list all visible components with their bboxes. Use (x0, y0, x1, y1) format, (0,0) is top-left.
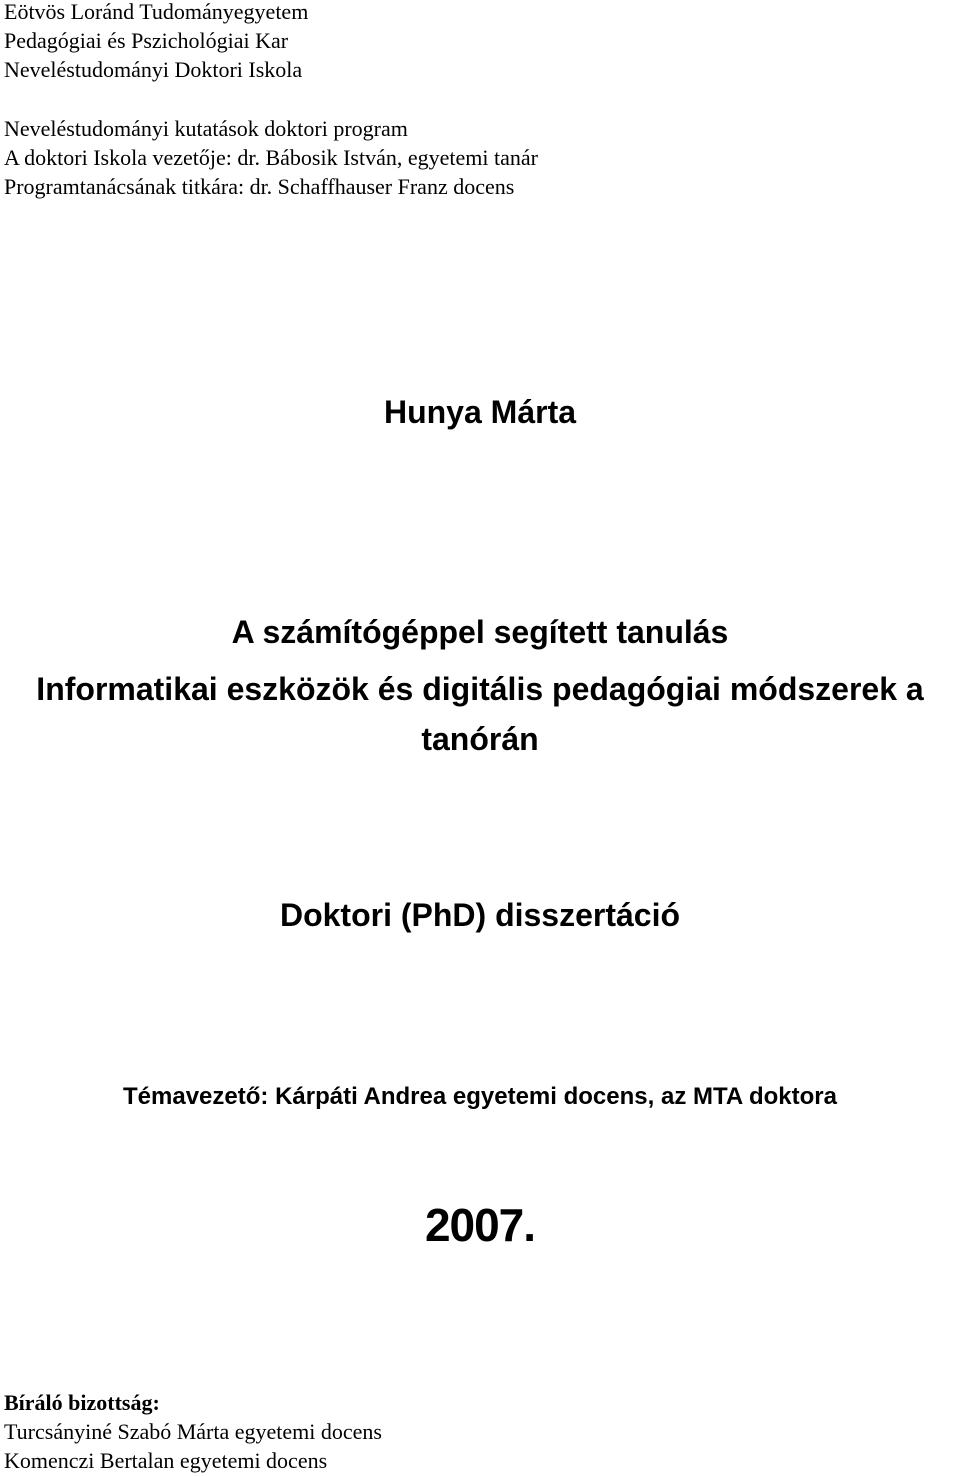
faculty-name: Pedagógiai és Pszichológiai Kar (4, 28, 289, 53)
program-secretary: Programtanácsának titkára: dr. Schaffhauser Franz docens (4, 174, 515, 199)
doctoral-school-name: Neveléstudományi Doktori Iskola (4, 57, 303, 82)
review-committee (4, 1388, 382, 1475)
school-head: A doktori Iskola vezetője: dr. Bábosik István, egyetemi tanár (4, 145, 538, 170)
author-name: Hunya Márta (383, 394, 577, 430)
committee-member: Turcsányiné Szabó Márta egyetemi docens (4, 1419, 382, 1444)
committee-heading: Bíráló bizottság: (4, 1390, 160, 1415)
program-info (4, 114, 538, 201)
committee-member: Komenczi Bertalan egyetemi docens (4, 1448, 328, 1473)
program-name: Neveléstudományi kutatások doktori program (4, 116, 408, 141)
supervisor: Témavezető: Kárpáti Andrea egyetemi docens, az MTA doktora (123, 1083, 837, 1110)
institution-header (4, 0, 308, 84)
dissertation-title: A számítógéppel segített tanulás (231, 614, 729, 650)
university-name: Eötvös Loránd Tudományegyetem (4, 0, 309, 24)
degree-type: Doktori (PhD) disszertáció (279, 897, 681, 933)
dissertation-subtitle: Informatikai eszközök és digitális pedagógiai módszerek a tanórán (36, 671, 924, 757)
year: 2007. (424, 1199, 536, 1251)
